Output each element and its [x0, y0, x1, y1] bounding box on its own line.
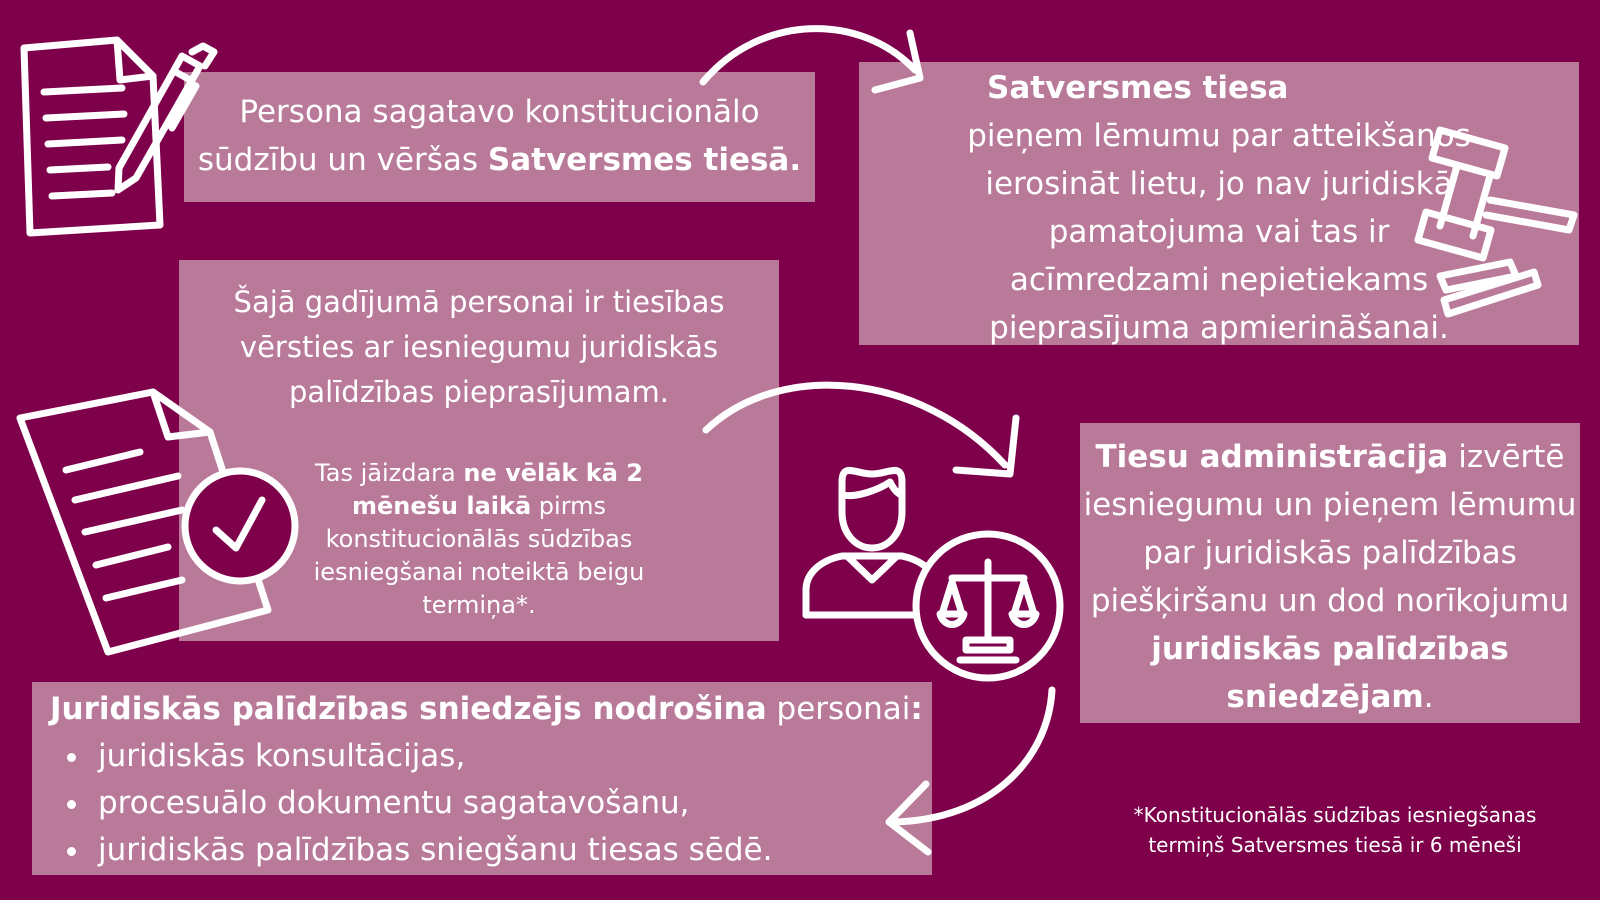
step5-heading: Juridiskās palīdzības sniedzējs nodrošina personai: — [50, 691, 923, 727]
step1-line2: sūdzību un vēršas Satversmes tiesā. — [197, 142, 802, 178]
footnote: *Konstitucionālās sūdzības iesniegšanas termiņš Satversmes tiesā ir 6 mēneši — [1133, 803, 1537, 857]
person-scales-icon — [806, 470, 1060, 678]
step4-box: Tiesu administrācija izvērtē iesniegumu un pieņem lēmumu par juridiskās palīdzības piešķiršanu un dod norīkojumu juridiskās palīdzības sniedzējam. — [1080, 423, 1580, 723]
step1-bold: Satversmes tiesā. — [487, 142, 802, 178]
step2-line-5: pieprasījuma apmierināšanai. — [989, 310, 1449, 346]
document-pen-icon — [24, 40, 214, 233]
step4-bold-1: Tiesu administrācija — [1095, 439, 1449, 475]
list-item: • juridiskās palīdzības sniegšanu tiesas sēdē. — [92, 827, 932, 874]
step3-note-bold: ne vēlāk kā 2 mēnešu laikā — [351, 459, 643, 520]
list-item: • juridiskās konsultācijas, — [92, 733, 932, 780]
arrow-2 — [706, 385, 1016, 474]
step1-line1: Persona sagatavo konstitucionālo — [239, 94, 760, 130]
arrow-3 — [889, 690, 1052, 852]
step2-line-4: acīmredzami nepietiekams — [1009, 262, 1429, 298]
step3-line-1: Šajā gadījumā personai ir tiesības — [233, 285, 725, 319]
step2-line-1: pieņem lēmumu par atteikšanos — [967, 118, 1471, 154]
step2-title: Satversmes tiesa — [987, 70, 1289, 106]
step3-note: Tas jāizdara ne vēlāk kā 2 mēnešu laikā pirms konstitucionālās sūdzības iesniegšanai noteiktā beigu termiņa*. — [313, 459, 645, 619]
gavel-icon — [1418, 130, 1574, 314]
step3-line-2: vērsties ar iesniegumu juridiskās — [239, 330, 719, 364]
document-check-icon — [20, 392, 295, 652]
list-item: • procesuālo dokumentu sagatavošanu, — [92, 780, 932, 827]
step4-bold-2: juridiskās palīdzības sniedzējam — [1151, 631, 1509, 715]
step2-line-3: pamatojuma vai tas ir — [1048, 214, 1390, 250]
step2-line-2: ierosināt lietu, jo nav juridiskā — [985, 166, 1453, 202]
step3-line-3: palīdzības pieprasījumam. — [289, 375, 669, 409]
arrow-1 — [703, 29, 920, 90]
